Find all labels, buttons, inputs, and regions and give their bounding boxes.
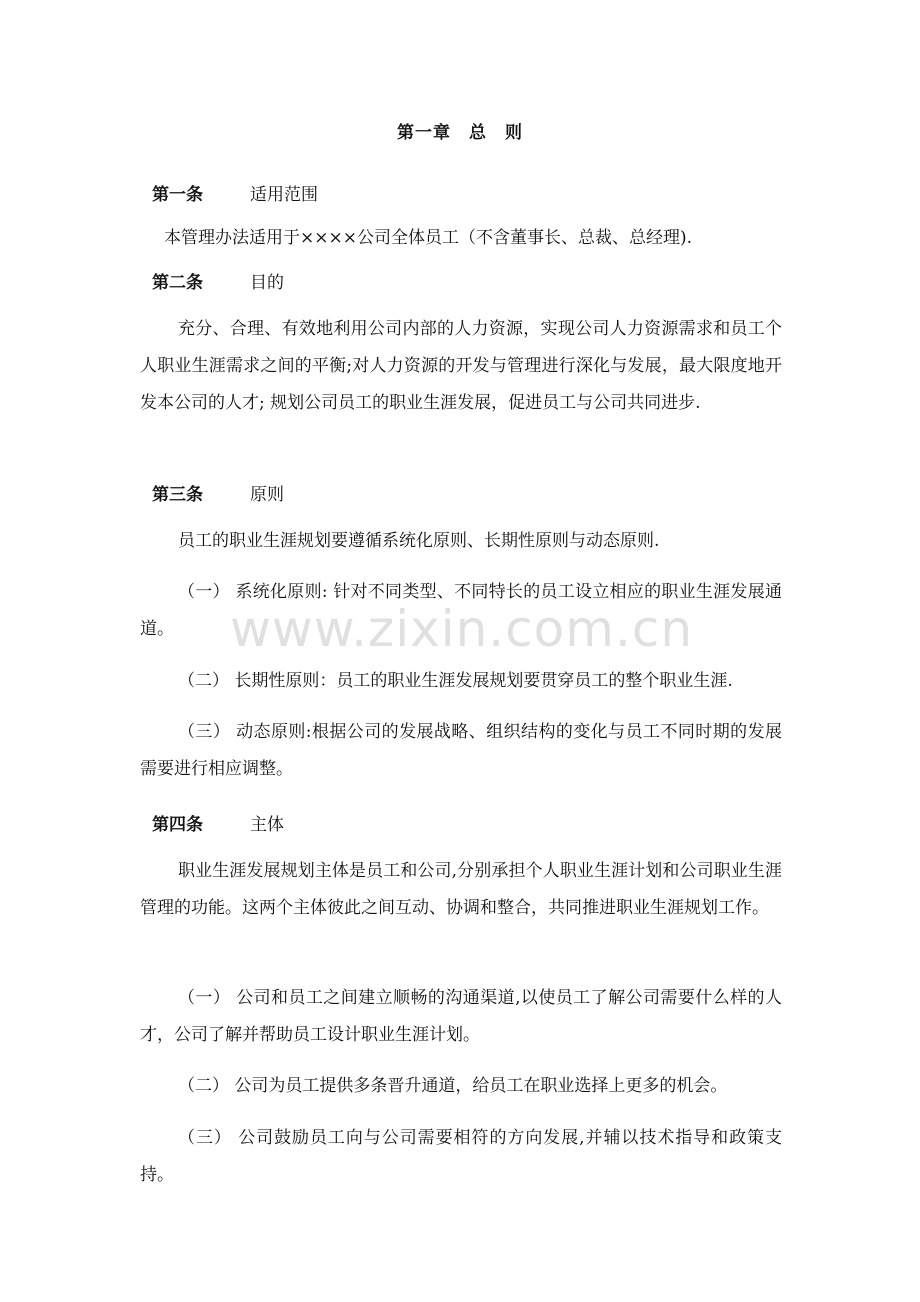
paragraph: 员工的职业生涯规划要遵循系统化原则、长期性原则与动态原则. xyxy=(178,531,660,551)
paragraph: （二） 公司为员工提供多条晋升通道，给员工在职业选择上更多的机会。 xyxy=(178,1076,728,1096)
article-title: 目的 xyxy=(250,273,284,293)
article-number: 第四条 xyxy=(152,815,203,835)
article-title: 原则 xyxy=(250,485,284,505)
paragraph: （一） 公司和员工之间建立顺畅的沟通渠道,以使员工了解公司需要什么样的人才，公司了解并帮助员工设计职业生涯计划。 xyxy=(140,988,782,1045)
article-number: 第二条 xyxy=(152,273,203,293)
paragraph: 充分、合理、有效地利用公司内部的人力资源，实现公司人力资源需求和员工个人职业生涯需求之间的平衡;对人力资源的开发与管理进行深化与发展，最大限度地开发本公司的人才; 规划公司员工的职业生涯发展，促进员工与公司共同进步. xyxy=(140,319,782,413)
article-title: 主体 xyxy=(250,815,284,835)
article-heading-1 xyxy=(152,180,318,205)
paragraph: 职业生涯发展规划主体是员工和公司,分别承担个人职业生涯计划和公司职业生涯管理的功能。这两个主体彼此之间互动、协调和整合，共同推进职业生涯规划工作。 xyxy=(140,861,782,918)
paragraph: （三） 公司鼓励员工向与公司需要相符的方向发展,并辅以技术指导和政策支持。 xyxy=(140,1128,782,1185)
article-number: 第三条 xyxy=(152,485,203,505)
paragraph: （一） 系统化原则: 针对不同类型、不同特长的员工设立相应的职业生涯发展通道。 xyxy=(140,582,782,639)
paragraph: （三） 动态原则:根据公司的发展战略、组织结构的变化与员工不同时期的发展需要进行相应调整。 xyxy=(140,722,782,779)
chapter-title: 第一章 总 则 xyxy=(397,123,523,143)
article-title: 适用范围 xyxy=(250,185,318,205)
article-heading-2 xyxy=(152,268,284,293)
article-heading-3 xyxy=(152,480,284,505)
article-heading-4 xyxy=(152,810,284,835)
paragraph: （二） 长期性原则：员工的职业生涯发展规划要贯穿员工的整个职业生涯. xyxy=(178,671,733,691)
article-number: 第一条 xyxy=(152,185,203,205)
watermark: www.zixin.com.cn xyxy=(230,600,694,658)
paragraph: 本管理办法适用于××××公司全体员工（不含董事长、总裁、总经理). xyxy=(164,228,693,248)
